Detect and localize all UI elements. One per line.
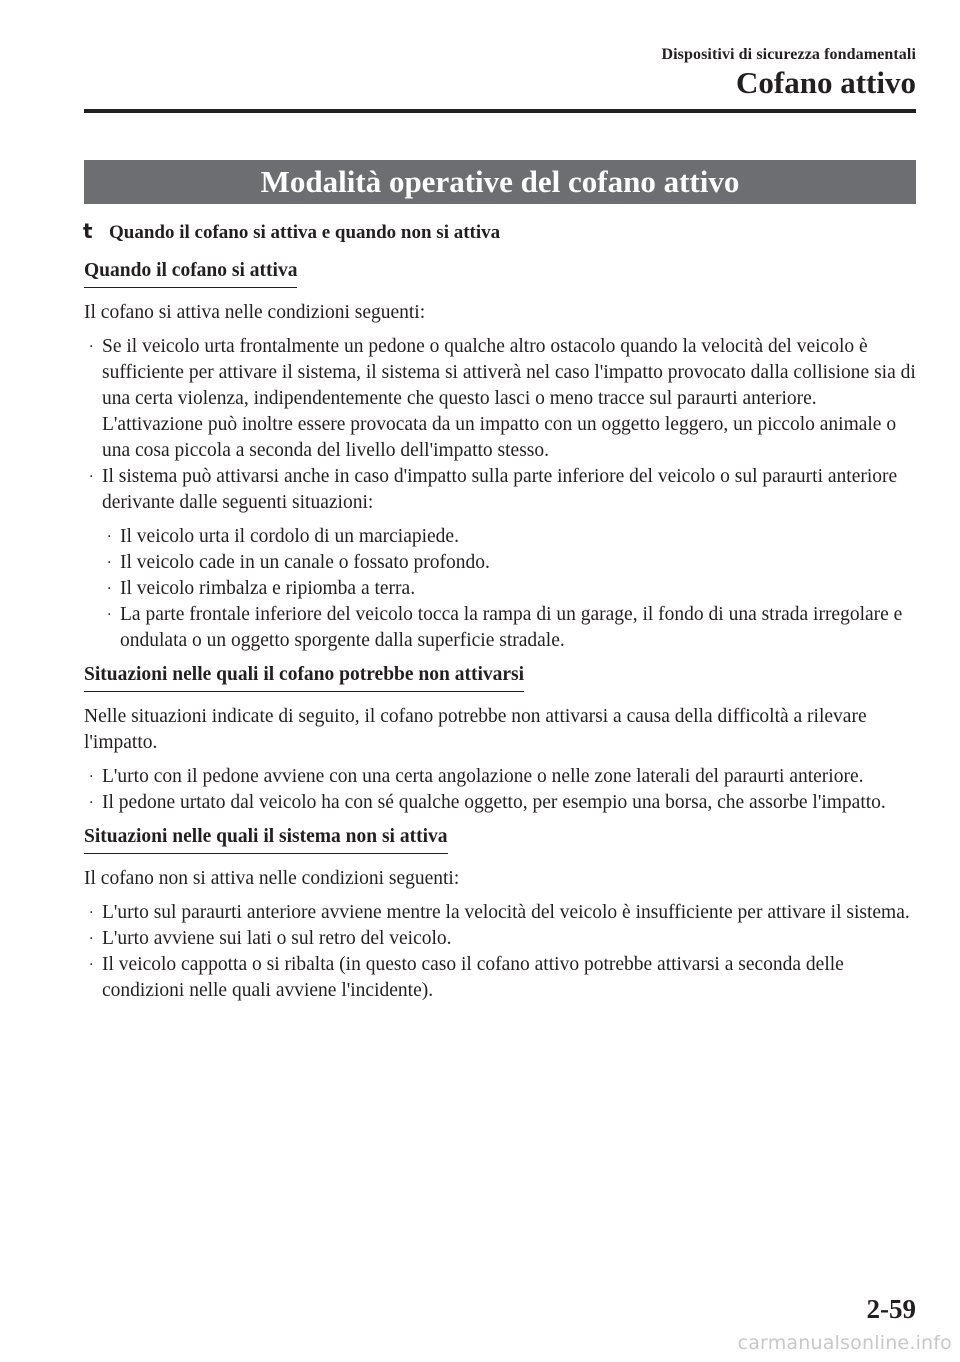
list-item [84, 524, 918, 550]
list-item-text: Il veicolo urta il cordolo di un marciapiede. [120, 526, 459, 547]
header-rule [84, 109, 916, 113]
list-item [84, 576, 918, 602]
topic-heading-wrap [84, 662, 918, 704]
bullet-dot: · [89, 795, 94, 811]
list-item [84, 790, 918, 816]
topic-heading: Quando il cofano si attiva [84, 258, 297, 288]
list-item-text: La parte frontale inferiore del veicolo tocca la rampa di un garage, il fondo di una strada irregolare e ondulata o un oggetto sporgente dalla superficie stradale. [120, 604, 903, 651]
bullet-dot: · [89, 339, 94, 355]
list-item-text: Il veicolo cappotta o si ribalta (in questo caso il cofano attivo potrebbe attivarsi a seconda delle condizioni nelle quali avviene l'incidente). [102, 954, 844, 1001]
bullet-dot: · [89, 769, 94, 785]
subsection-title: Quando il cofano si attiva e quando non si attiva [109, 222, 501, 243]
bullet-dot: · [107, 581, 112, 597]
bullet-dot: · [107, 555, 112, 571]
list-item-text: Il pedone urtato dal veicolo ha con sé qualche oggetto, per esempio una borsa, che assorbe l'impatto. [102, 792, 886, 813]
list-item-text: Il sistema può attivarsi anche in caso d'impatto sulla parte inferiore del veicolo o sul paraurti anteriore derivante dalle seguenti situazioni: [102, 466, 898, 513]
bullet-dot: · [89, 957, 94, 973]
topic-heading: Situazioni nelle quali il sistema non si attiva [84, 824, 448, 854]
page-content [84, 218, 918, 1012]
list-item [84, 550, 918, 576]
header-title: Cofano attivo [736, 65, 916, 100]
sub-bullet-list [84, 524, 918, 654]
bullet-list [84, 334, 918, 516]
page-number: 2-59 [866, 1294, 916, 1324]
list-item-text: L'urto con il pedone avviene con una certa angolazione o nelle zone laterali del paraurti anteriore. [102, 766, 864, 787]
list-item-text: Il veicolo rimbalza e ripiomba a terra. [120, 578, 416, 599]
subsection-marker: t [83, 219, 93, 243]
list-item-text: L'urto avviene sui lati o sul retro del veicolo. [102, 928, 452, 949]
topic-heading: Situazioni nelle quali il cofano potrebbe non attivarsi [84, 662, 524, 692]
bullet-list [84, 900, 918, 1004]
list-item-text: Se il veicolo urta frontalmente un pedone o qualche altro ostacolo quando la velocità del veicolo è sufficiente per attivare il sistema, il sistema si attiverà nel caso l'impatto provocato dalla collisione sia di una certa violenza, indipendentemente che questo lasci o meno tracce sul paraurti anteriore. L'attivazione può inoltre essere provocata da un impatto con un oggetto leggero, un piccolo animale o una cosa piccola a seconda del livello dell'impatto stesso. [102, 336, 916, 461]
bullet-dot: · [89, 905, 94, 921]
topic-heading-wrap [84, 824, 918, 866]
list-item [84, 764, 918, 790]
list-item [84, 334, 918, 464]
bullet-list [84, 764, 918, 816]
topic-intro: Nelle situazioni indicate di seguito, il cofano potrebbe non attivarsi a causa della difficoltà a rilevare l'impatto. [84, 706, 867, 753]
watermark: carmanualsonline.info [737, 1332, 952, 1354]
list-item [84, 900, 918, 926]
bullet-dot: · [107, 529, 112, 545]
list-item [84, 926, 918, 952]
bullet-dot: · [89, 469, 94, 485]
header-subtitle: Dispositivi di sicurezza fondamentali [661, 46, 916, 63]
list-item-text: L'urto sul paraurti anteriore avviene mentre la velocità del veicolo è insufficiente per attivare il sistema. [102, 902, 910, 923]
section-title-bar: Modalità operative del cofano attivo [84, 160, 916, 204]
list-item [84, 464, 918, 516]
list-item [84, 602, 918, 654]
subsection-heading [84, 218, 918, 246]
list-item [84, 952, 918, 1004]
bullet-dot: · [89, 931, 94, 947]
bullet-dot: · [107, 607, 112, 623]
topic-intro: Il cofano non si attiva nelle condizioni seguenti: [84, 868, 460, 889]
list-item-text: Il veicolo cade in un canale o fossato profondo. [120, 552, 490, 573]
topic-heading-wrap [84, 258, 918, 300]
topic-intro: Il cofano si attiva nelle condizioni seguenti: [84, 302, 426, 323]
